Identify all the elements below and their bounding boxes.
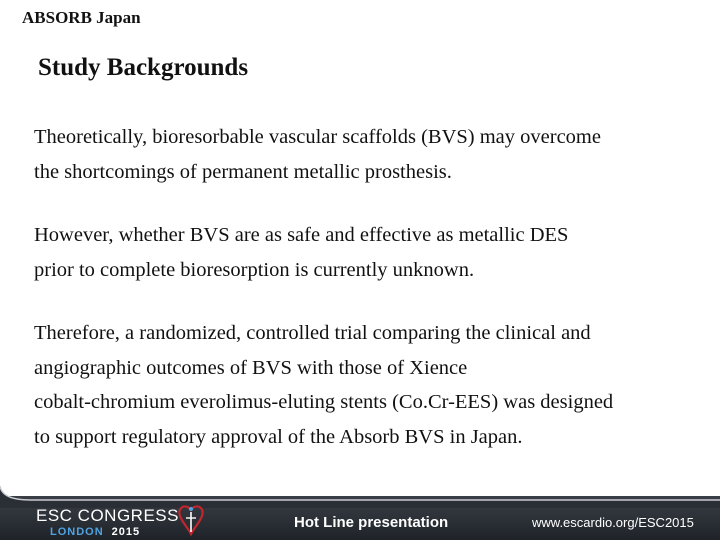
slide-title: Study Backgrounds [38, 54, 249, 81]
hot-line-presentation-label: Hot Line presentation [294, 514, 449, 531]
footer-curve [0, 478, 720, 508]
paragraph-line: the shortcomings of permanent metallic prosthesis. [34, 160, 452, 183]
congress-location [50, 526, 140, 538]
slide-content [34, 120, 714, 483]
paragraph-line: prior to complete bioresorption is currently unknown. [34, 258, 475, 281]
paragraph-line: Therefore, a randomized, controlled trial comparing the clinical and [34, 322, 591, 344]
website-link[interactable]: www.escardio.org/ESC2015 [532, 515, 694, 530]
congress-city: LONDON [50, 526, 104, 538]
paragraph-line: angiographic outcomes of BVS with those of Xience [34, 356, 468, 379]
paragraph-2 [34, 218, 714, 287]
paragraph-line: Theoretically, bioresorbable vascular scaffolds (BVS) may overcome [34, 126, 601, 148]
header-label: ABSORB Japan [22, 8, 141, 27]
congress-year: 2015 [111, 526, 141, 538]
paragraph-line: However, whether BVS are as safe and effective as metallic DES [34, 224, 569, 246]
paragraph-line: cobalt-chromium everolimus-eluting stents (Co.Cr-EES) was designed [34, 391, 614, 413]
paragraph-3 [34, 316, 714, 454]
esc-heart-logo-icon [176, 504, 206, 538]
congress-name: ESC CONGRESS [36, 506, 179, 525]
paragraph-line: to support regulatory approval of the Absorb BVS in Japan. [34, 425, 523, 448]
paragraph-1 [34, 120, 714, 189]
